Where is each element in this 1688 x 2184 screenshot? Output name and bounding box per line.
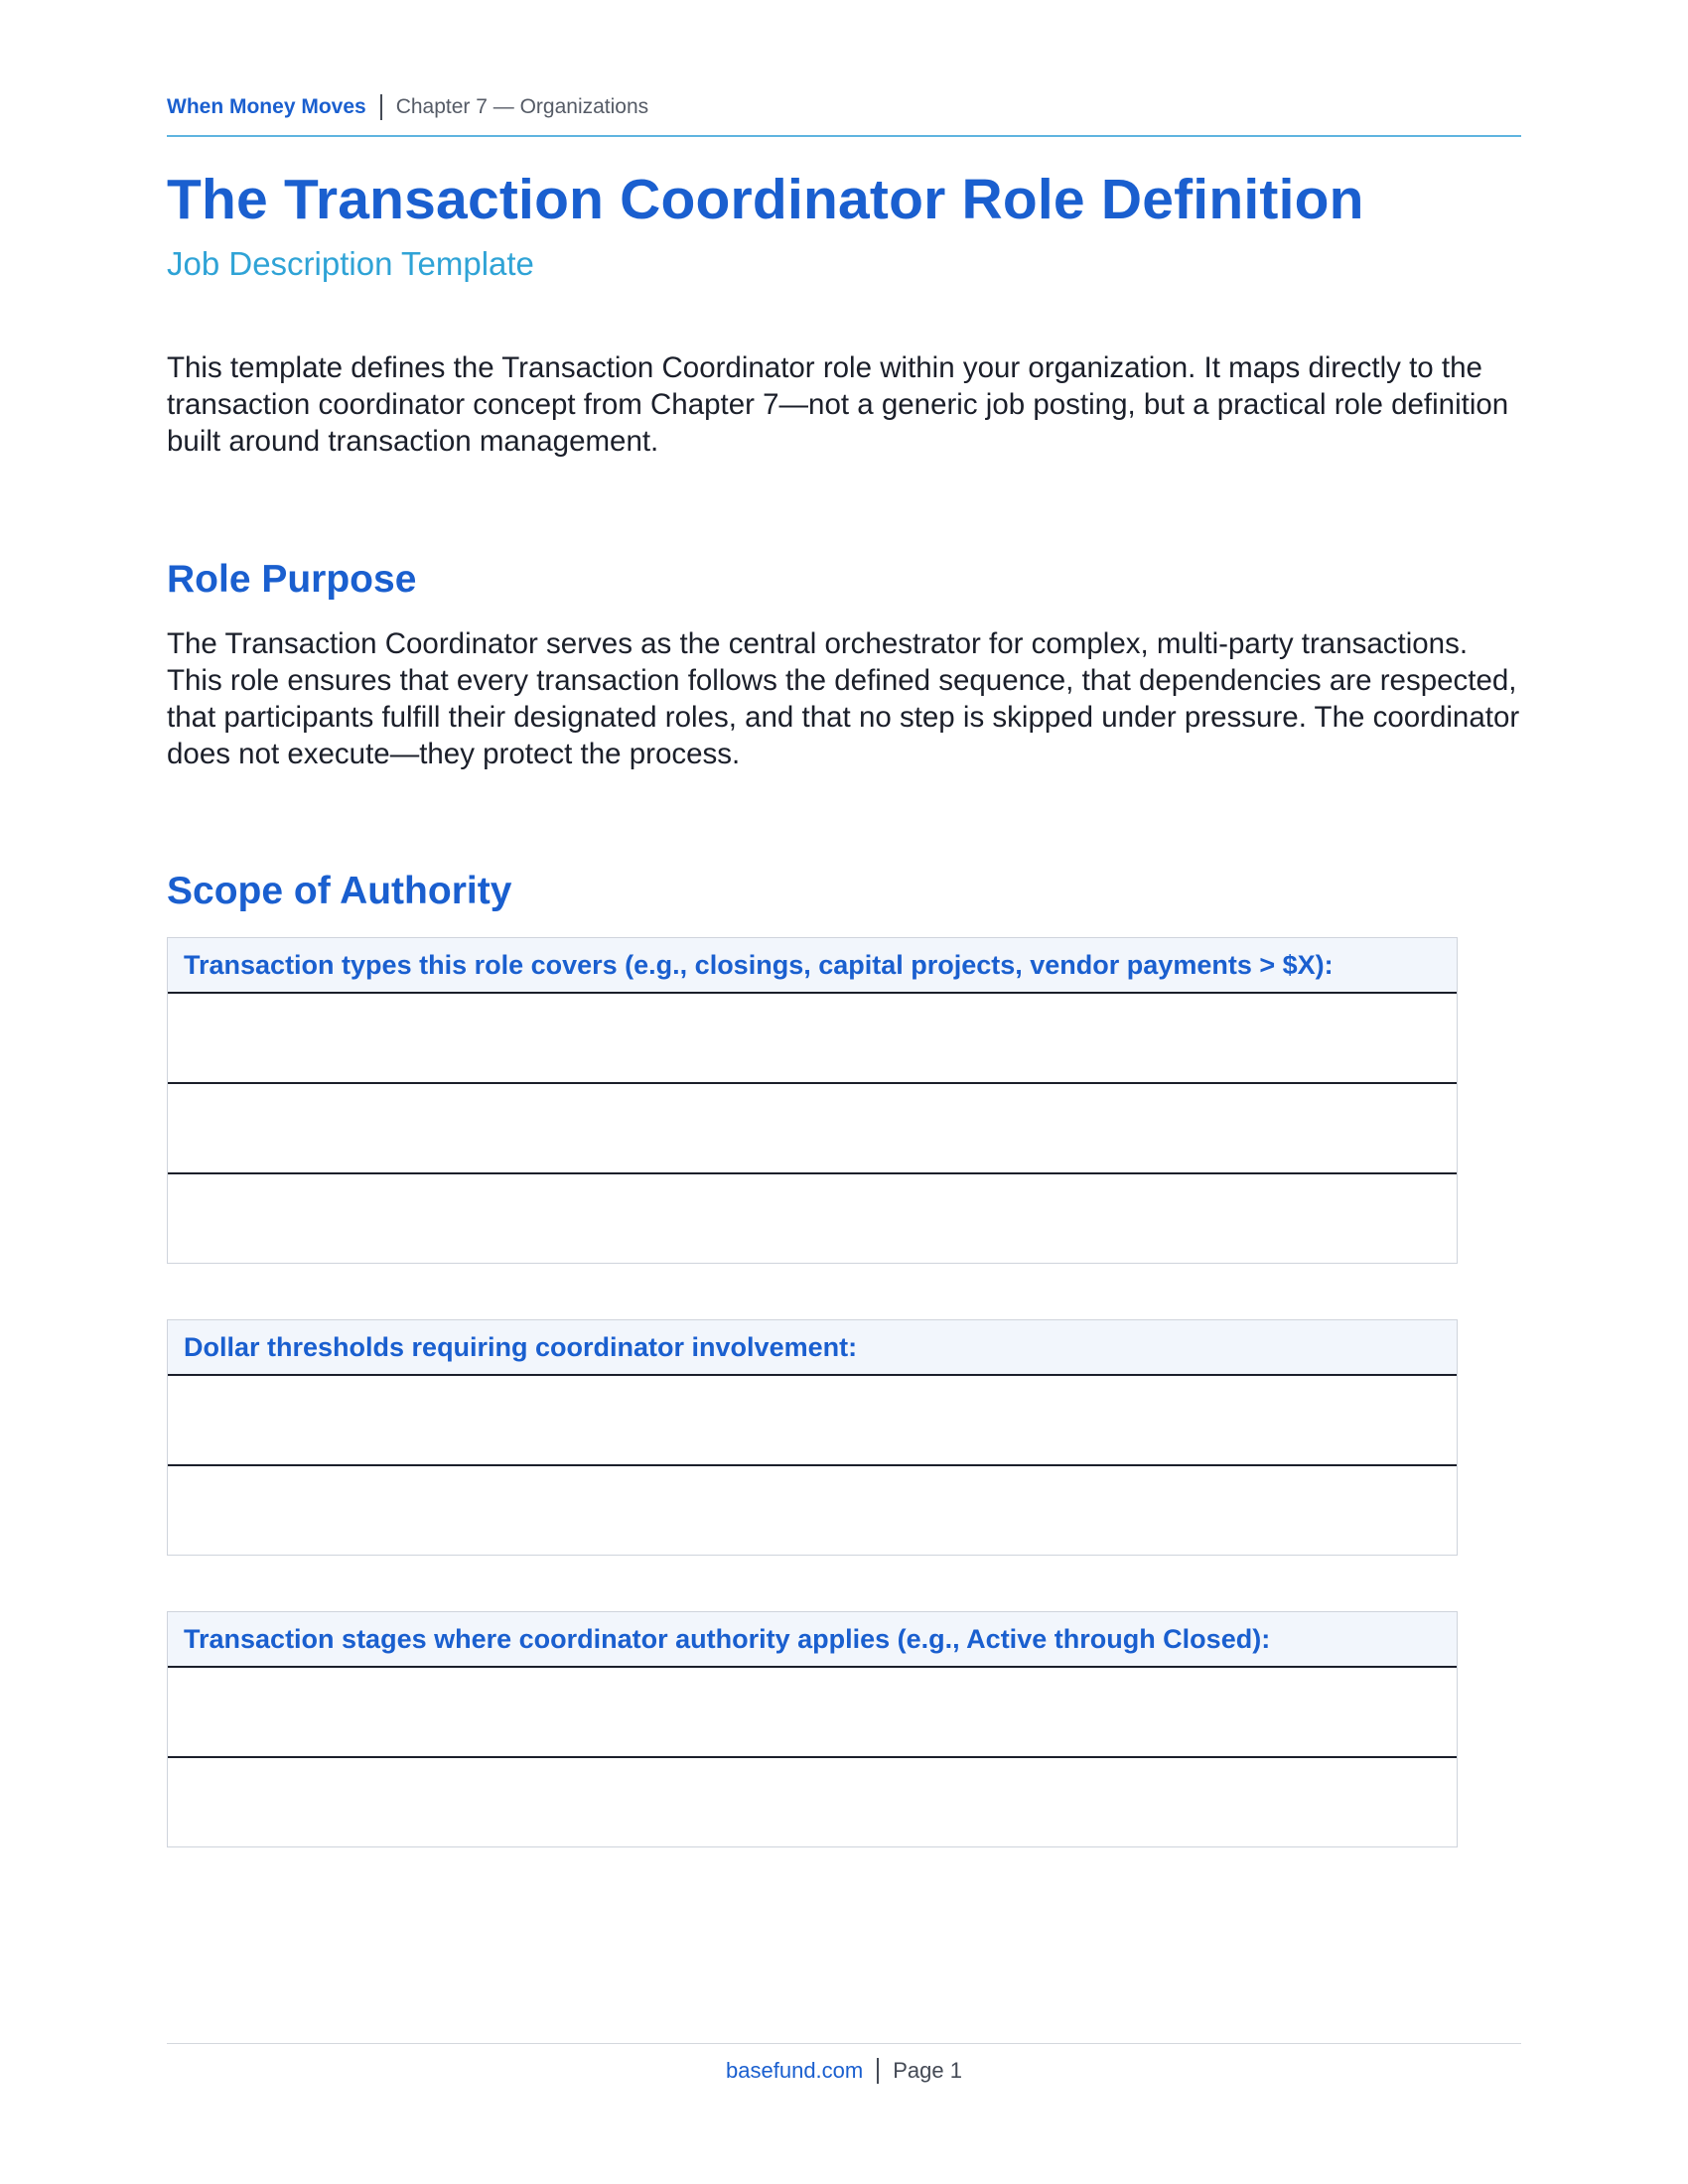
dollar-thresholds-field bbox=[167, 1319, 1458, 1556]
field-label: Dollar thresholds requiring coordinator involvement: bbox=[168, 1320, 1457, 1376]
document-page bbox=[167, 0, 1521, 2184]
footer-site-link[interactable]: basefund.com bbox=[726, 2058, 864, 2083]
transaction-types-field bbox=[167, 937, 1458, 1264]
field-label: Transaction stages where coordinator authority applies (e.g., Active through Closed): bbox=[168, 1612, 1457, 1668]
book-title: When Money Moves bbox=[167, 95, 366, 118]
chapter-label: Chapter 7 — Organizations bbox=[395, 95, 649, 118]
transaction-stages-field bbox=[167, 1611, 1458, 1847]
section-heading-role-purpose: Role Purpose bbox=[167, 558, 417, 601]
document-title: The Transaction Coordinator Role Definition bbox=[167, 168, 1364, 231]
write-in-line[interactable] bbox=[168, 1758, 1457, 1846]
field-label: Transaction types this role covers (e.g., closings, capital projects, vendor payments > $X): bbox=[168, 938, 1457, 994]
running-footer bbox=[167, 2043, 1521, 2084]
intro-paragraph: This template defines the Transaction Coordinator role within your organization. It maps directly to the transaction coordinator concept from Chapter 7—not a generic job posting, but a practical role definition built around transaction management. bbox=[167, 351, 1509, 458]
role-purpose-paragraph: The Transaction Coordinator serves as the central orchestrator for complex, multi-party transactions. This role ensures that every transaction follows the defined sequence, that dependencies are respected, that participants fulfill their designated roles, and that no step is skipped under pressure. The coordinator does not execute—they protect the process. bbox=[167, 627, 1520, 770]
write-in-line[interactable] bbox=[168, 994, 1457, 1084]
write-in-line[interactable] bbox=[168, 1174, 1457, 1263]
write-in-line[interactable] bbox=[168, 1376, 1457, 1466]
write-in-line[interactable] bbox=[168, 1466, 1457, 1555]
write-in-line[interactable] bbox=[168, 1084, 1457, 1174]
write-in-line[interactable] bbox=[168, 1668, 1457, 1758]
page-number: Page 1 bbox=[893, 2058, 962, 2083]
document-subtitle: Job Description Template bbox=[167, 245, 534, 282]
running-header bbox=[167, 95, 1521, 137]
header-divider bbox=[380, 94, 382, 120]
section-heading-scope-of-authority: Scope of Authority bbox=[167, 870, 512, 912]
footer-divider bbox=[877, 2058, 879, 2084]
